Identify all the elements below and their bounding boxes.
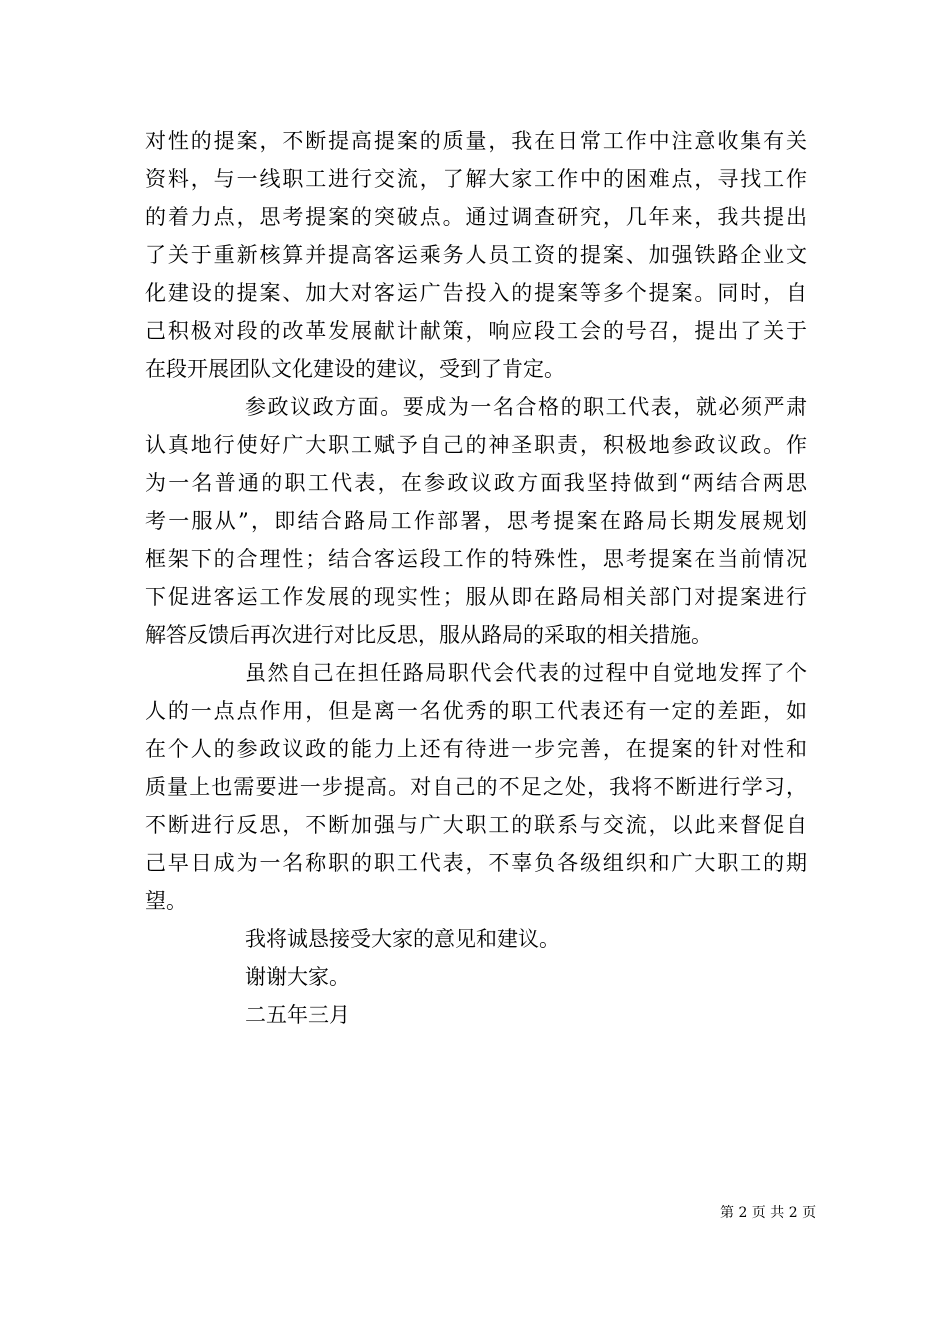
text-line: 的着力点，思考提案的突破点。通过调查研究，几年来，我共提出	[145, 205, 807, 229]
text-line: 在段开展团队文化建设的建议，受到了肯定。	[145, 357, 565, 381]
text-line: 认真地行使好广大职工赋予自己的神圣职责，积极地参政议政。作	[145, 433, 807, 457]
text-line: 对性的提案，不断提高提案的质量，我在日常工作中注意收集有关	[145, 129, 807, 153]
document-body	[145, 122, 807, 1034]
document-date: 二五年三月	[245, 1003, 350, 1027]
text-line: 下促进客运工作发展的现实性；服从即在路局相关部门对提案进行	[145, 585, 807, 609]
closing-thanks: 谢谢大家。	[245, 965, 350, 989]
closing-remark: 我将诚恳接受大家的意见和建议。	[245, 927, 560, 951]
paragraph-participation	[145, 388, 807, 654]
paragraph-shortcomings	[145, 654, 807, 920]
paragraph-proposals	[145, 122, 807, 388]
text-line: 为一名普通的职工代表，在参政议政方面我坚持做到“两结合两思	[145, 471, 807, 495]
text-line: 了关于重新核算并提高客运乘务人员工资的提案、加强铁路企业文	[145, 243, 807, 267]
text-line: 不断进行反思，不断加强与广大职工的联系与交流，以此来督促自	[145, 813, 807, 837]
text-line: 参政议政方面。要成为一名合格的职工代表，就必须严肃	[245, 395, 807, 419]
text-line: 虽然自己在担任路局职代会代表的过程中自觉地发挥了个	[245, 661, 807, 685]
text-line: 望。	[145, 889, 187, 913]
text-line: 资料，与一线职工进行交流，了解大家工作中的困难点，寻找工作	[145, 167, 807, 191]
text-line: 框架下的合理性；结合客运段工作的特殊性，思考提案在当前情况	[145, 547, 807, 571]
text-line: 化建设的提案、加大对客运广告投入的提案等多个提案。同时，自	[145, 281, 807, 305]
text-line: 人的一点点作用，但是离一名优秀的职工代表还有一定的差距，如	[145, 699, 807, 723]
text-line: 己早日成为一名称职的职工代表，不辜负各级组织和广大职工的期	[145, 851, 807, 875]
page-number: 第 2 页 共 2 页	[720, 1205, 817, 1221]
text-line: 质量上也需要进一步提高。对自己的不足之处，我将不断进行学习，	[145, 775, 807, 799]
text-line: 己积极对段的改革发展献计献策，响应段工会的号召，提出了关于	[145, 319, 807, 343]
text-line: 考一服从”，即结合路局工作部署，思考提案在路局长期发展规划	[145, 509, 807, 533]
text-line: 解答反馈后再次进行对比反思，服从路局的采取的相关措施。	[145, 623, 712, 647]
text-line: 在个人的参政议政的能力上还有待进一步完善，在提案的针对性和	[145, 737, 807, 761]
